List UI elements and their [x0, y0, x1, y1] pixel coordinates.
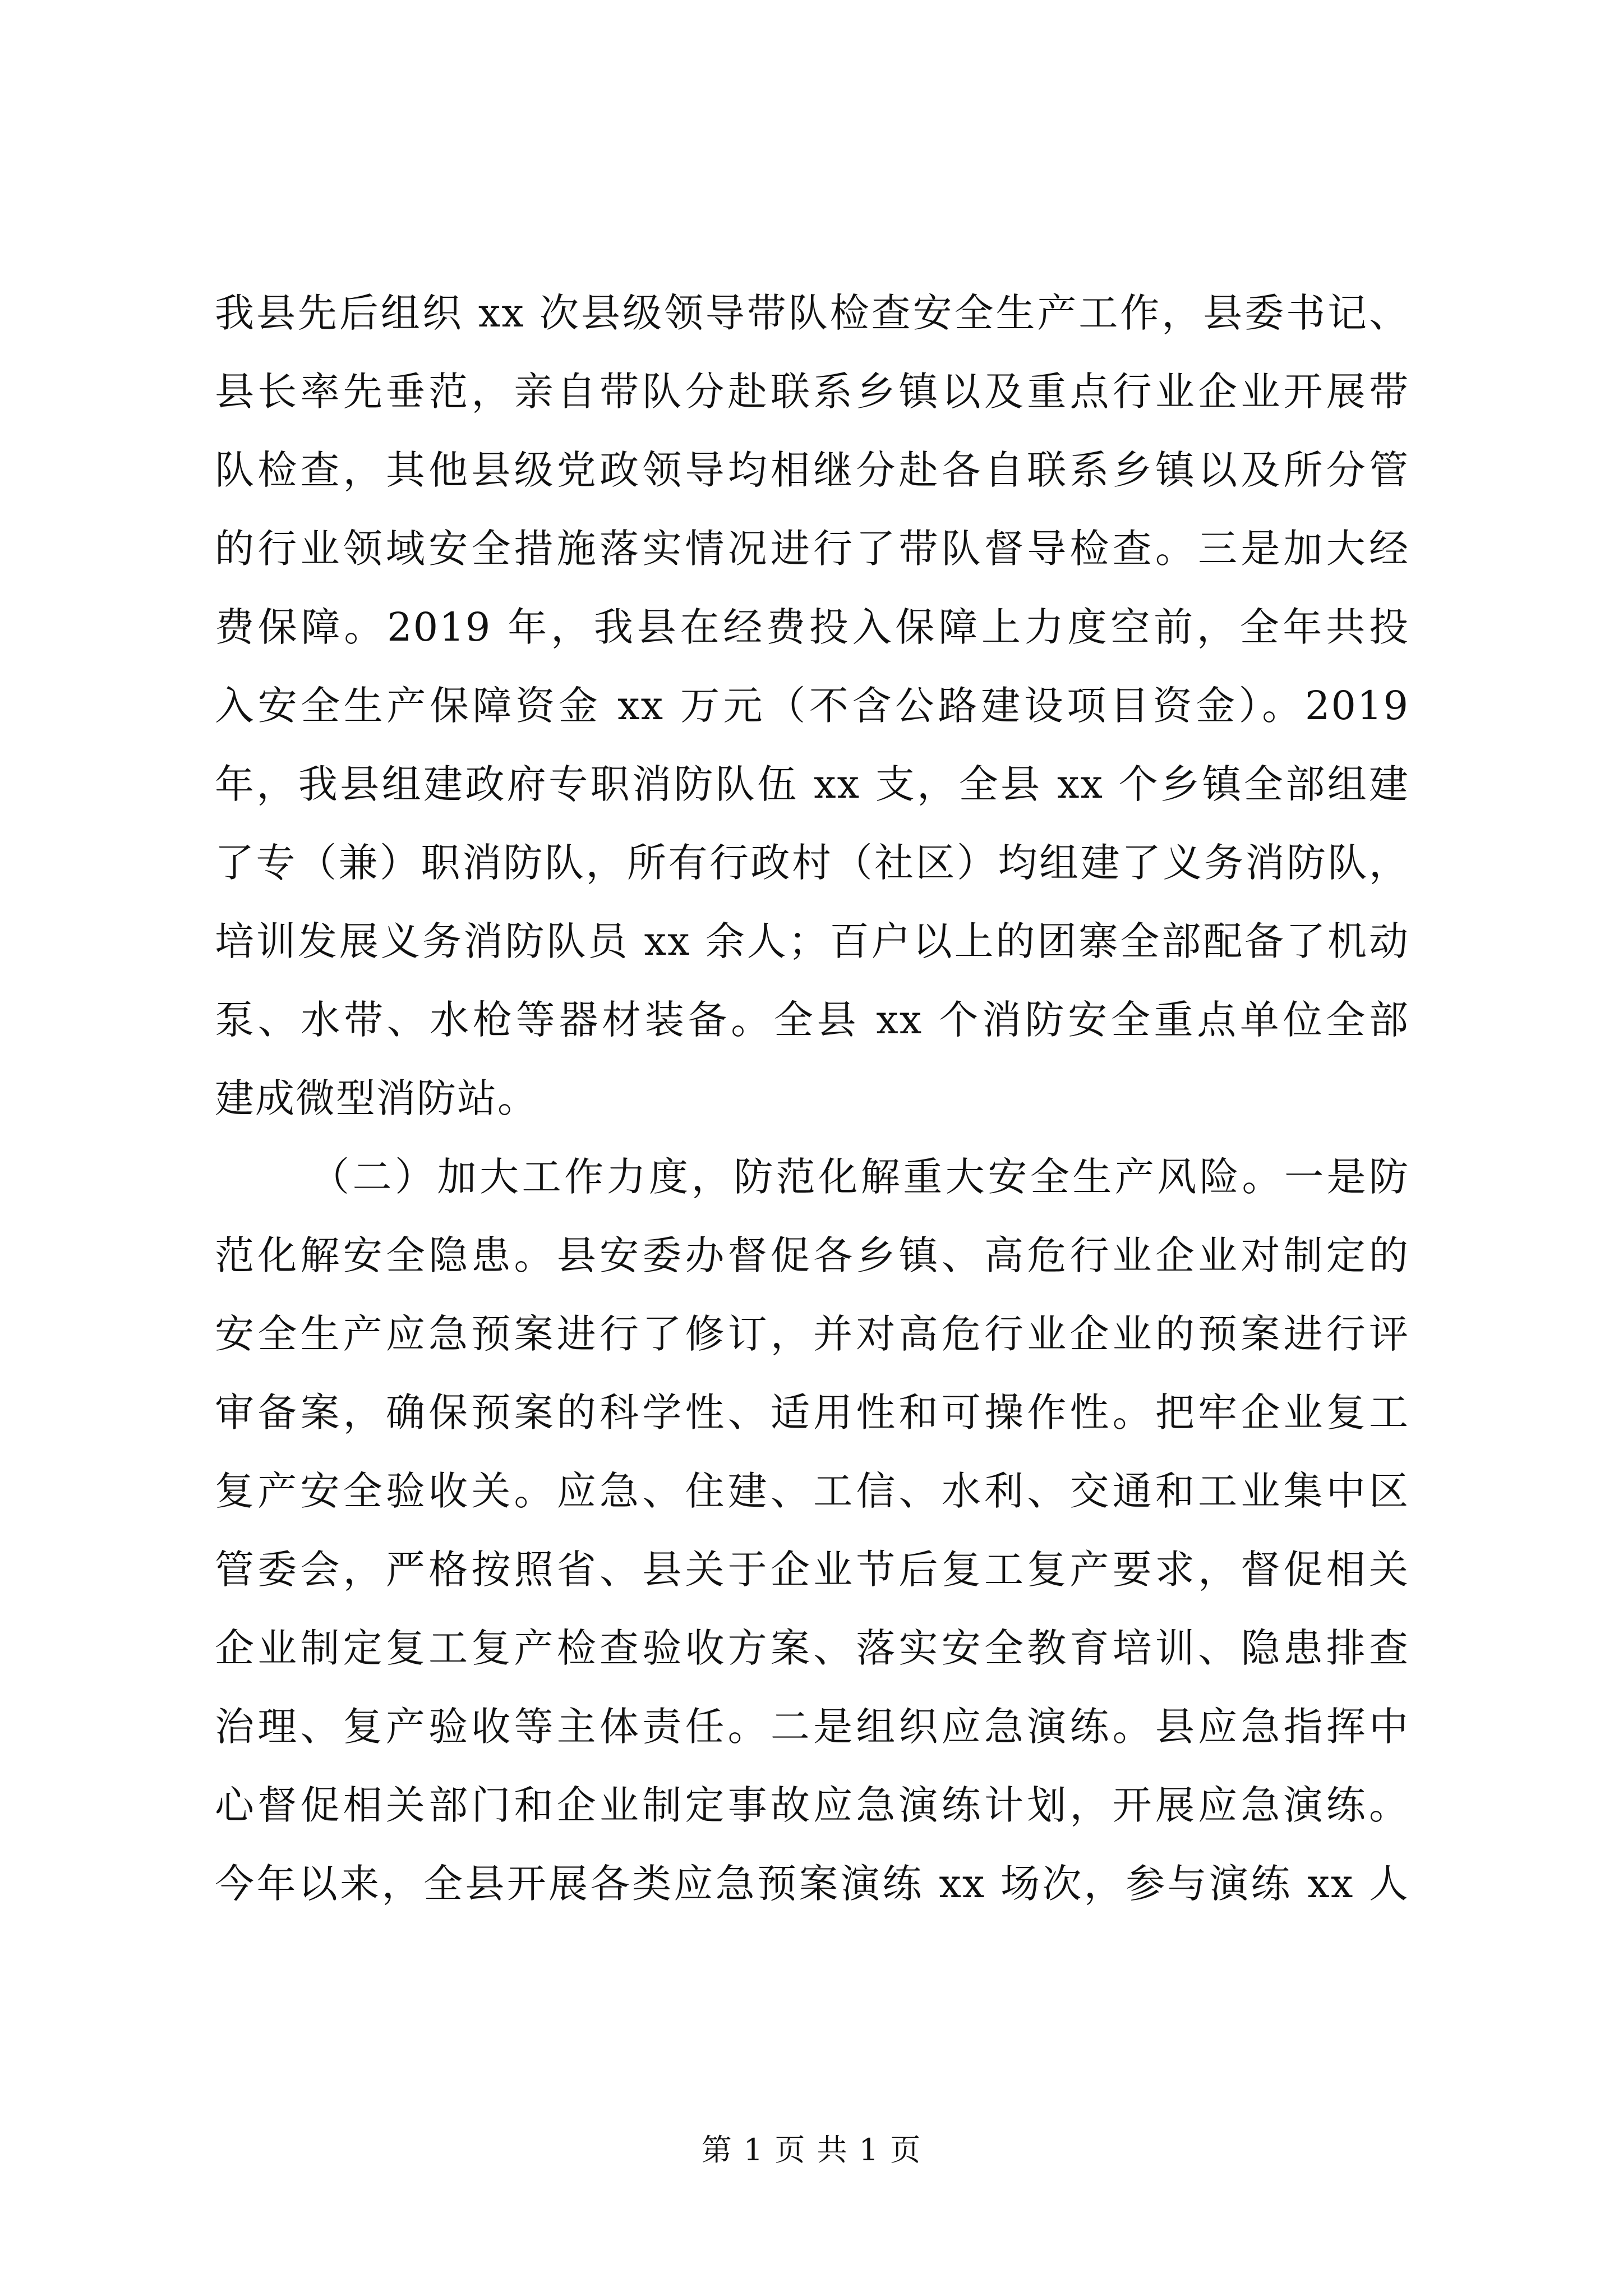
paragraph-1-line-2: 县长率先垂范，亲自带队分赴联系乡镇以及重点行业企业开展带: [215, 369, 1409, 415]
paragraph-2-line-10: 今年以来，全县开展各类应急预案演练 xx 场次，参与演练 xx 人: [215, 1861, 1409, 1907]
paragraph-2-line-9: 心督促相关部门和企业制定事故应急演练计划，开展应急演练。: [215, 1782, 1409, 1828]
paragraph-2-line-4: 审备案，确保预案的科学性、适用性和可操作性。把牢企业复工: [215, 1389, 1409, 1435]
paragraph-1-line-4: 的行业领域安全措施落实情况进行了带队督导检查。三是加大经: [215, 526, 1409, 572]
paragraph-1-line-9: 培训发展义务消防队员 xx 余人；百户以上的团寨全部配备了机动: [215, 918, 1409, 964]
page-number-footer: 第 1 页 共 1 页: [701, 2132, 922, 2168]
paragraph-2-line-3: 安全生产应急预案进行了修订，并对高危行业企业的预案进行评: [215, 1311, 1409, 1357]
paragraph-1-line-11: 建成微型消防站。: [215, 1075, 538, 1121]
paragraph-1-line-5: 费保障。2019 年，我县在经费投入保障上力度空前，全年共投: [215, 604, 1409, 650]
paragraph-1-line-3: 队检查，其他县级党政领导均相继分赴各自联系乡镇以及所分管: [215, 447, 1409, 493]
paragraph-1-line-7: 年，我县组建政府专职消防队伍 xx 支，全县 xx 个乡镇全部组建: [215, 761, 1409, 807]
paragraph-1-line-8: 了专（兼）职消防队，所有行政村（社区）均组建了义务消防队，: [215, 840, 1409, 886]
paragraph-1-line-6: 入安全生产保障资金 xx 万元（不含公路建设项目资金）。2019: [215, 683, 1409, 729]
paragraph-2-line-8: 治理、复产验收等主体责任。二是组织应急演练。县应急指挥中: [215, 1704, 1409, 1750]
paragraph-2-line-1: （二）加大工作力度，防范化解重大安全生产风险。一是防: [310, 1154, 1409, 1200]
paragraph-2-line-5: 复产安全验收关。应急、住建、工信、水利、交通和工业集中区: [215, 1468, 1409, 1514]
paragraph-1-line-1: 我县先后组织 xx 次县级领导带队检查安全生产工作，县委书记、: [215, 290, 1409, 336]
body-text: [215, 274, 1409, 1923]
paragraph-2-line-6: 管委会，严格按照省、县关于企业节后复工复产要求，督促相关: [215, 1547, 1409, 1593]
paragraph-2-line-7: 企业制定复工复产检查验收方案、落实安全教育培训、隐患排查: [215, 1625, 1409, 1671]
paragraph-1-line-10: 泵、水带、水枪等器材装备。全县 xx 个消防安全重点单位全部: [215, 997, 1409, 1043]
paragraph-2-line-2: 范化解安全隐患。县安委办督促各乡镇、高危行业企业对制定的: [215, 1232, 1409, 1278]
